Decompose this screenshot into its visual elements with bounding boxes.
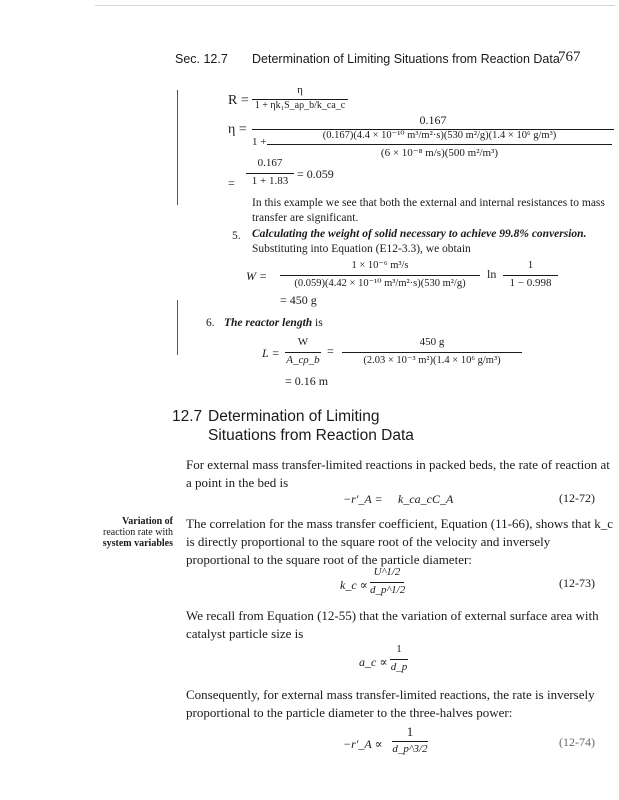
eq-12-74-number: (12-74) [559, 735, 595, 749]
eq-ac-denominator: d_p [390, 661, 408, 673]
section-title-line-1: Determination of Limiting [208, 408, 380, 425]
eq-12-74-lhs: −r′_A ∝ [343, 737, 383, 751]
eq-eta-inner-numerator: (0.167)(4.4 × 10⁻¹⁰ m³/m²·s)(530 m²/g)(1.4 × 10⁶ g/m³) [322, 130, 557, 141]
eq-eta2-equals: = [228, 176, 235, 190]
eq-12-72-lhs: −r′_A = [343, 492, 383, 506]
paragraph-three-halves: Consequently, for external mass transfer-limited reactions, the rate is inversely proportional to the particle diameter to the three-halves power: [186, 687, 595, 720]
eq-12-72-number: (12-72) [559, 491, 595, 505]
eq-ac-numerator: 1 [396, 643, 402, 655]
eq-L-fraction-bar-1 [285, 352, 321, 353]
eq-12-73-fraction-bar [370, 582, 404, 583]
page-number: 767 [558, 49, 581, 65]
eq-eta-lhs: η = [228, 122, 247, 137]
eq-L-result: = 0.16 m [285, 374, 329, 388]
eq-L-fraction-bar-2 [342, 352, 522, 353]
eq-12-72-rhs: k_ca_cC_A [398, 492, 454, 506]
eq-W-ln-numerator: 1 [527, 259, 534, 271]
paragraph-surface-area: We recall from Equation (12-55) that the variation of external surface area with catalyst particle size is [186, 608, 599, 641]
eq-W-numerator: 1 × 10⁻⁶ m³/s [351, 260, 409, 271]
eq-eta2-numerator: 0.167 [257, 157, 283, 169]
step6-number: 6. [206, 317, 215, 329]
margin-note [96, 516, 173, 549]
eq-12-73-number: (12-73) [559, 576, 595, 590]
step6-text [224, 314, 323, 332]
margin-note-line-2: reaction rate with [103, 527, 173, 538]
step5-text [252, 227, 617, 257]
eq-W-fraction-bar [280, 275, 480, 276]
eq-12-74-denominator: d_p^3/2 [392, 743, 428, 755]
eq-W-result: = 450 g [280, 293, 317, 307]
eq-eta-outer-numerator: 0.167 [419, 113, 447, 127]
eq-eta2-denominator: 1 + 1.83 [251, 175, 289, 187]
step6-rest: is [315, 317, 323, 329]
eq-W-ln-denominator: 1 − 0.998 [509, 277, 552, 289]
eq-eta-inner-fraction-bar [267, 144, 612, 145]
eq-eta2-result: = 0.059 [297, 167, 334, 181]
eq-12-74-fraction-bar [392, 741, 428, 742]
running-header-title: Determination of Limiting Situations from Reaction Data [252, 52, 560, 66]
eq-eta-inner-denominator: (6 × 10⁻⁸ m/s)(500 m²/m³) [380, 147, 499, 159]
margin-note-line-3: system variables [102, 538, 173, 549]
eq-L-lhs: L = [262, 346, 280, 360]
section-title-line-2: Situations from Reaction Data [208, 427, 414, 444]
example-margin-bar-1 [177, 90, 178, 205]
example-margin-bar-2 [177, 300, 178, 355]
running-header-section: Sec. 12.7 [175, 52, 228, 66]
eq-ac-fraction-bar [390, 659, 408, 660]
step5-number: 5. [232, 230, 241, 242]
eq-eta-one-plus: 1 + [252, 136, 267, 148]
eq-12-73-denominator: d_p^1/2 [370, 584, 406, 596]
eq-ac-lhs: a_c ∝ [359, 655, 388, 669]
step5-title: Calculating the weight of solid necessary to achieve 99.8% conversion. [252, 228, 587, 240]
eq-L-numerator-2: 450 g [419, 336, 445, 348]
margin-note-line-1: Variation of [121, 516, 173, 527]
example-conclusion-text: In this example we see that both the external and internal resistances to mass transfer are significant. [252, 197, 605, 224]
eq-L-equals: = [327, 344, 334, 358]
eq-L-denominator-2: (2.03 × 10⁻³ m²)(1.4 × 10⁶ g/m³) [363, 355, 501, 366]
eq-W-lhs: W = [246, 269, 268, 283]
eq-W-denominator: (0.059)(4.42 × 10⁻¹⁰ m³/m²·s)(530 m²/g) [294, 278, 466, 289]
eq-12-73-numerator: U^1/2 [373, 566, 401, 578]
eq-eta2-fraction-bar [246, 173, 294, 174]
eq-L-denominator-1: A_cρ_b [286, 354, 320, 366]
eq-12-73-lhs: k_c ∝ [340, 578, 368, 592]
section-number: 12.7 [172, 408, 203, 425]
step6-title: The reactor length [224, 317, 313, 329]
eq-W-ln: ln [487, 267, 497, 281]
paragraph-correlation: The correlation for the mass transfer coefficient, Equation (11-66), shows that k_c is directly proportional to the square root of the velocity and inversely proportional to the square root of the particle diameter: [186, 516, 614, 567]
eq-R-lhs: R = [228, 93, 249, 108]
eq-12-74-numerator: 1 [406, 724, 414, 739]
eq-R-numerator: η [297, 84, 303, 96]
step5-body: Substituting into Equation (E12-3.3), we obtain [252, 243, 471, 255]
eq-L-numerator-1: W [297, 336, 309, 348]
page-top-rule [95, 5, 615, 6]
paragraph-external-mass-transfer: For external mass transfer-limited reactions in packed beds, the rate of reaction at a point in the bed is [186, 457, 610, 490]
eq-W-ln-fraction-bar [503, 275, 558, 276]
eq-R-denominator: 1 + ηk₁S_aρ_b/k_ca_c [254, 100, 346, 111]
